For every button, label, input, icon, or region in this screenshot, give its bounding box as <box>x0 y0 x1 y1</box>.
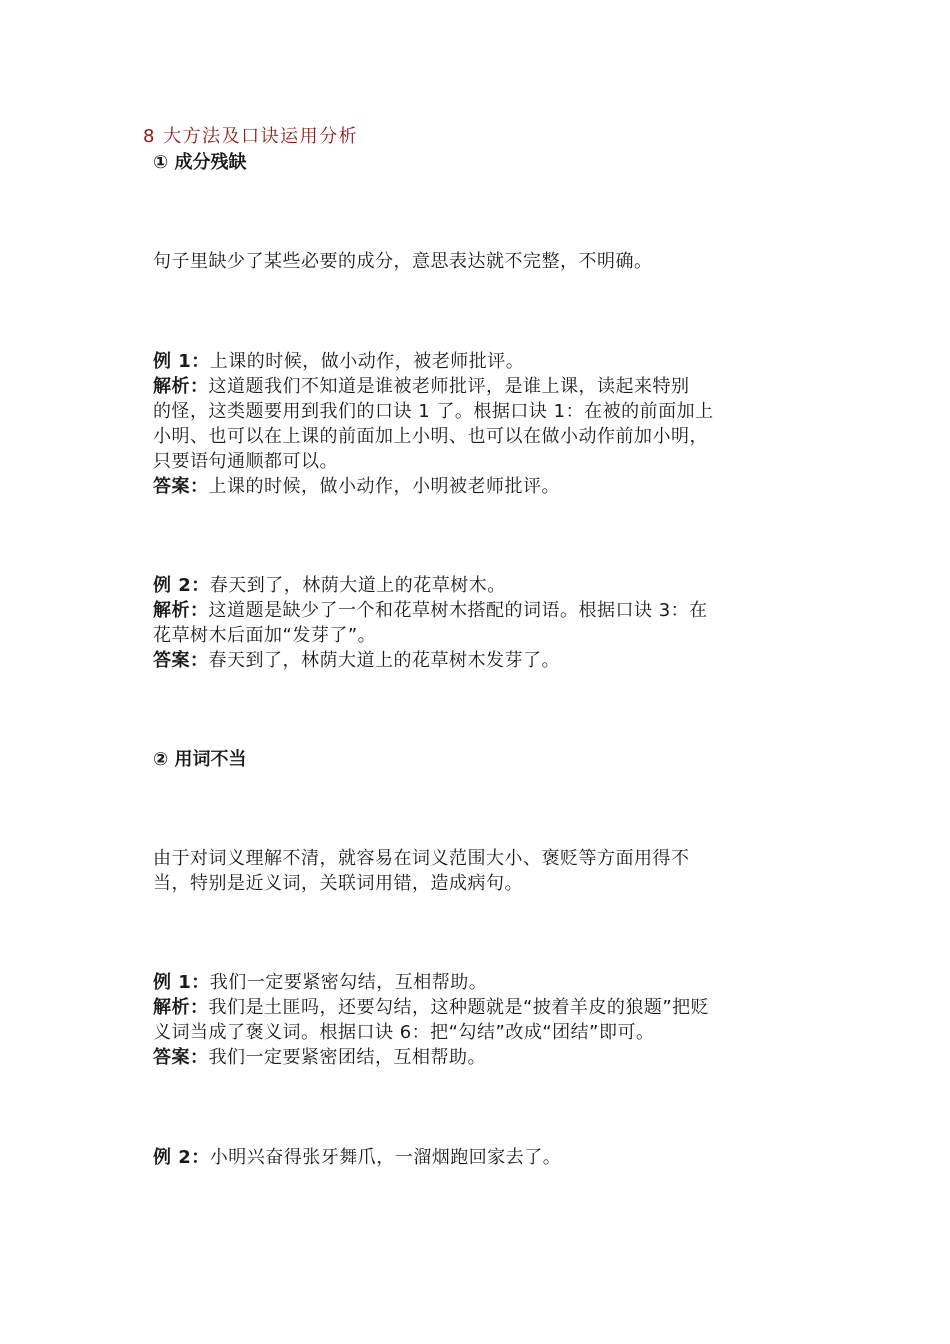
section-heading-misuse: ② 用词不当 <box>153 749 247 770</box>
example-label: 例 1： <box>153 972 210 993</box>
answer-text: 我们一定要紧密团结，互相帮助。 <box>208 1047 486 1068</box>
analysis-text: 我们是土匪吗，还要勾结，这种题就是“披着羊皮的狼题”把贬 <box>208 997 710 1018</box>
example-text: 上课的时候，做小动作，被老师批评。 <box>209 351 525 372</box>
description-line: 由于对词义理解不清，就容易在词义范围大小、褒贬等方面用得不 <box>153 848 690 869</box>
example-block <box>153 573 813 673</box>
answer-line <box>153 648 813 673</box>
analysis-label: 解析： <box>153 997 209 1018</box>
example-label: 例 2： <box>153 575 210 596</box>
example-block <box>153 970 813 1070</box>
analysis-text: 这道题是缺少了一个和花草树木搭配的词语。根据口诀 3：在 <box>208 600 708 621</box>
example-label: 例 2： <box>153 1147 210 1168</box>
analysis-line: 只要语句通顺都可以。 <box>153 451 338 472</box>
answer-text: 上课的时候，做小动作，小明被老师批评。 <box>208 476 560 497</box>
example-label: 例 1： <box>153 351 210 372</box>
answer-label: 答案： <box>153 650 209 671</box>
analysis-line <box>153 374 813 399</box>
example-line <box>153 573 813 598</box>
description-line: 句子里缺少了某些必要的成分，意思表达就不完整，不明确。 <box>153 251 653 272</box>
analysis-line: 的怪，这类题要用到我们的口诀 1 了。根据口诀 1：在被的前面加上 <box>153 401 714 422</box>
analysis-line <box>153 995 813 1020</box>
analysis-line: 花草树木后面加“发芽了”。 <box>153 625 377 646</box>
example-line <box>153 1145 813 1170</box>
analysis-line <box>153 598 813 623</box>
answer-line <box>153 474 813 499</box>
example-line <box>153 349 813 374</box>
answer-text: 春天到了，林荫大道上的花草树木发芽了。 <box>208 650 560 671</box>
section-description <box>153 846 813 896</box>
analysis-line: 义词当成了褒义词。根据口诀 6：把“勾结”改成“团结”即可。 <box>153 1022 655 1043</box>
analysis-line: 小明、也可以在上课的前面加上小明、也可以在做小动作前加小明， <box>153 426 708 447</box>
analysis-label: 解析： <box>153 376 209 397</box>
section-description <box>153 249 813 274</box>
example-block <box>153 349 813 499</box>
section-heading-incomplete: ① 成分残缺 <box>153 152 247 173</box>
analysis-text: 这道题我们不知道是谁被老师批评，是谁上课，读起来特别 <box>208 376 690 397</box>
example-text: 春天到了，林荫大道上的花草树木。 <box>209 575 506 596</box>
example-line <box>153 970 813 995</box>
answer-label: 答案： <box>153 1047 209 1068</box>
example-block <box>153 1145 813 1170</box>
analysis-label: 解析： <box>153 600 209 621</box>
answer-line <box>153 1045 813 1070</box>
example-text: 我们一定要紧密勾结，互相帮助。 <box>209 972 488 993</box>
description-line: 当，特别是近义词，关联词用错，造成病句。 <box>153 873 523 894</box>
example-text: 小明兴奋得张牙舞爪，一溜烟跑回家去了。 <box>209 1147 562 1168</box>
answer-label: 答案： <box>153 476 209 497</box>
document-title: 8 大方法及口诀运用分析 <box>143 126 359 147</box>
